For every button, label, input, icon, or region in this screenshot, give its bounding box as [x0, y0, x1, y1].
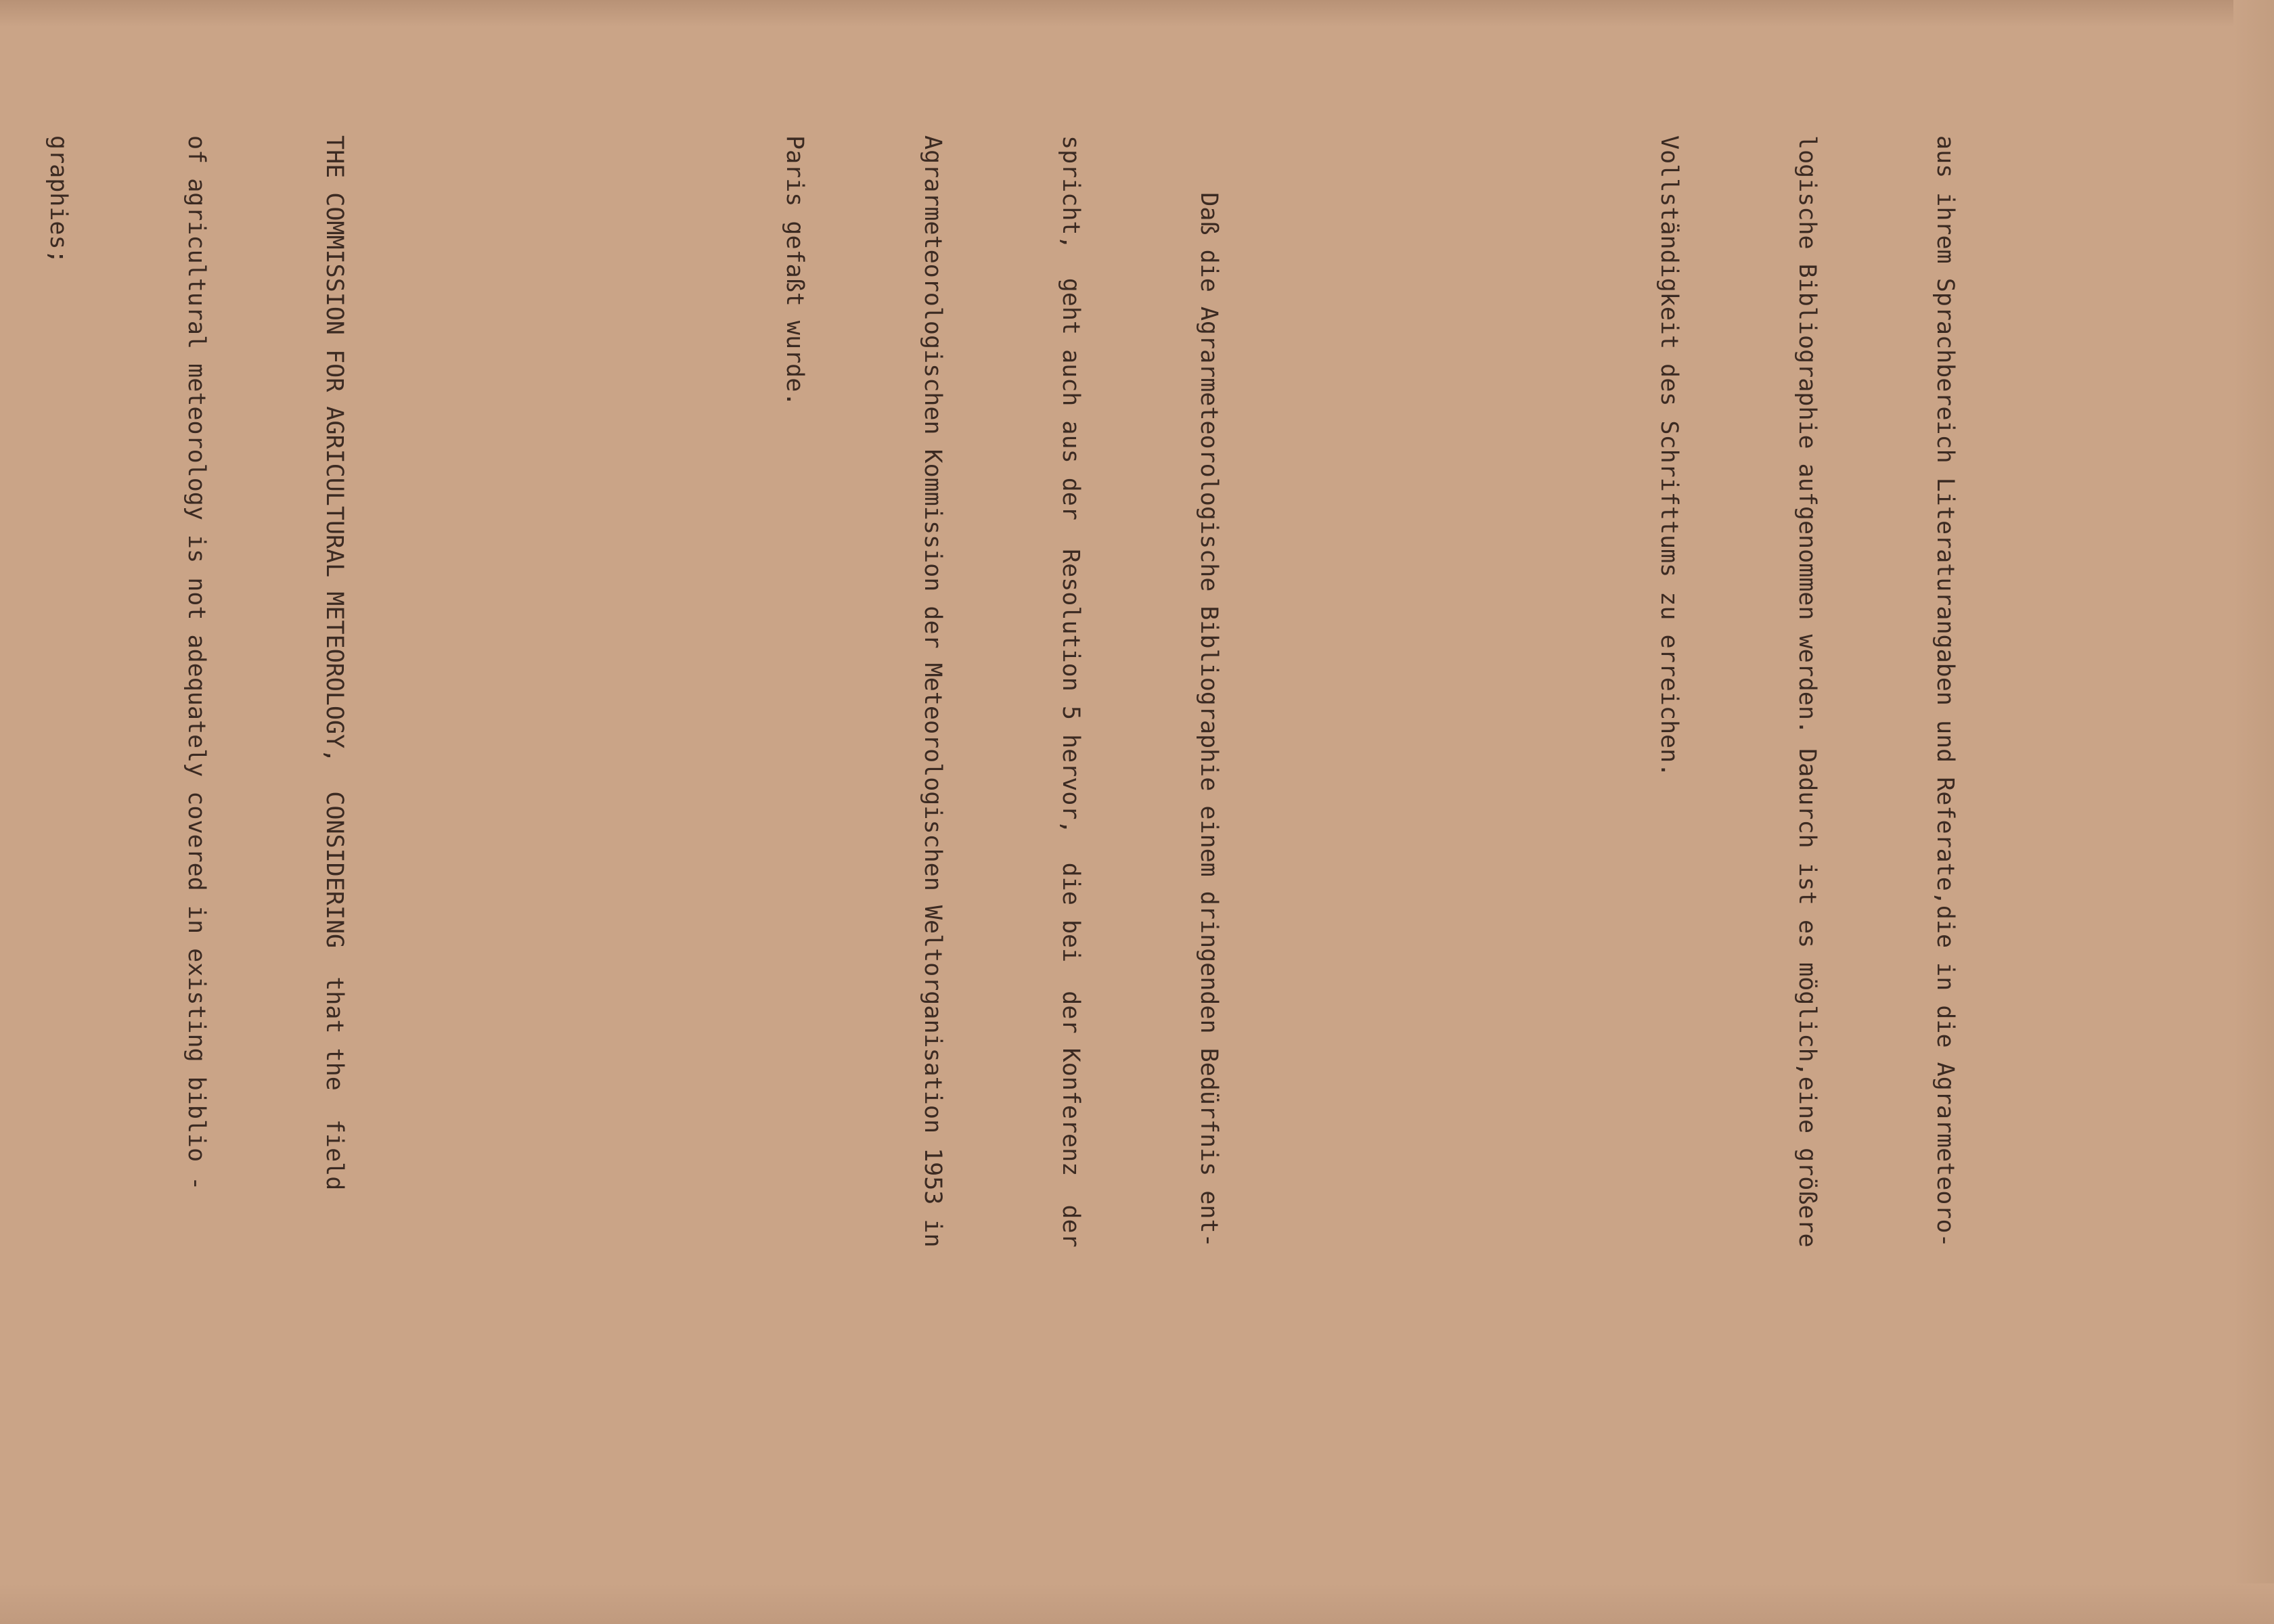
text-line: Paris gefaßt wurde.: [781, 135, 808, 407]
text-line: aus ihrem Sprachbereich Literaturangaben und Referate,die in die Agrarmeteoro-: [1932, 135, 1959, 1248]
text-line: Vollständigkeit des Schrifttums zu erreichen.: [1655, 135, 1682, 777]
text-line: spricht, geht auch aus der Resolution 5 hervor, die bei der Konferenz der: [1057, 135, 1084, 1248]
text-line: of agricultural meteorology is not adequately covered in existing biblio -: [183, 135, 210, 1191]
page-edge-top: [0, 0, 2274, 27]
typed-text-block: [45, 135, 2152, 1570]
paragraph-2: [679, 135, 1324, 1570]
page-edge-right: [2233, 0, 2274, 1624]
text-line: Daß die Agrarmeteorologische Bibliographie einem dringenden Bedürfnis ent-: [1195, 135, 1222, 1248]
text-line: graphies;: [45, 135, 72, 264]
text-line: THE COMMISSION FOR AGRICULTURAL METEOROLOGY, CONSIDERING that the field: [321, 135, 348, 1191]
page-edge-bottom: [0, 1583, 2274, 1624]
resolution-text: [0, 135, 449, 1570]
paragraph-1: [1554, 135, 2060, 1570]
text-line: logische Bibliographie aufgenommen werden. Dadurch ist es möglich,eine größere: [1793, 135, 1821, 1248]
text-line: Agrarmeteorologischen Kommission der Meteorologischen Weltorganisation 1953 in: [919, 135, 946, 1248]
